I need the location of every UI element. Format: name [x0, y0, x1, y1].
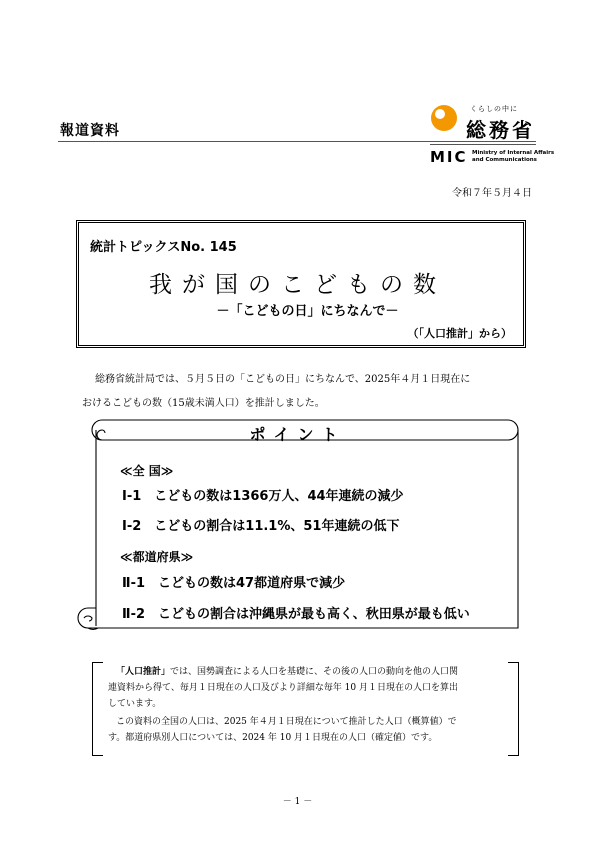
point-national-2: Ⅰ-2 こどもの割合は11.1%、51年連続の低下 — [122, 519, 400, 534]
press-release-label: 報道資料 — [60, 123, 120, 139]
source-note: （「人口推計」から） — [407, 327, 512, 340]
mic-full-name — [472, 150, 555, 164]
release-date: 令和７年５月４日 — [452, 188, 532, 199]
mic-full-line1: Ministry of Internal Affairs — [472, 150, 555, 156]
intro-line-2: おけるこどもの数（15歳未満人口）を推計しました。 — [82, 398, 325, 409]
note-bracket-right — [508, 662, 519, 756]
note-line-4: この資料の全国の人口は、2025 年４月１日現在について推計した人口（概算値）で — [116, 717, 457, 727]
ministry-logo-icon — [430, 104, 458, 132]
points-heading: ポイント — [249, 425, 346, 444]
note-term: 「人口推計」 — [116, 667, 171, 677]
note-line-3: しています。 — [108, 699, 162, 709]
note-bracket-left — [92, 662, 103, 756]
mic-abbreviation: MIC — [430, 148, 468, 166]
section-prefecture-label: ≪都道府県≫ — [120, 550, 194, 564]
mic-divider — [430, 144, 536, 145]
point-prefecture-1: Ⅱ-1 こどもの数は47都道府県で減少 — [122, 576, 346, 591]
intro-line-1: 総務省統計局では、５月５日の「こどもの日」にちなんで、2025年４月１日現在に — [95, 374, 471, 385]
header-divider — [58, 141, 536, 142]
main-title: 我が国のこどもの数 — [149, 272, 446, 298]
series-label: 統計トピックスNo. 145 — [90, 240, 237, 255]
logo-tagline: くらしの中に — [470, 105, 518, 113]
logo-name: 総務省 — [466, 118, 535, 142]
note-line-2: 連資料から得て、毎月１日現在の人口及びより詳細な毎年 10 月１日現在の人口を算出 — [108, 683, 458, 693]
point-national-1: Ⅰ-1 こどもの数は1366万人、44年連続の減少 — [122, 489, 404, 504]
note-line-1-rest: では、国勢調査による人口を基礎に、その後の人口の動向を他の人口関 — [170, 667, 459, 677]
sub-title: －「こどもの日」にちなんで－ — [216, 304, 399, 319]
note-line-1 — [116, 664, 506, 680]
mic-full-line2: and Communications — [472, 157, 537, 163]
point-prefecture-2: Ⅱ-2 こどもの割合は沖縄県が最も高く、秋田県が最も低い — [122, 607, 470, 622]
section-national-label: ≪全 国≫ — [120, 464, 174, 478]
note-line-5: す。都道府県別人口については、2024 年 10 月１日現在の人口（確定値）です。 — [108, 733, 438, 743]
page-number: － 1 － — [282, 797, 313, 807]
